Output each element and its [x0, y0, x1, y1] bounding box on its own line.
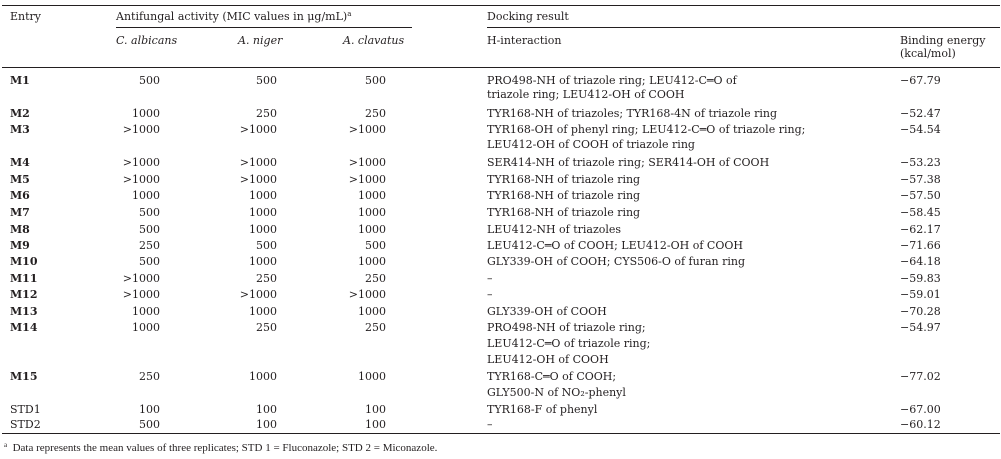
row-m14-a-niger: 250	[256, 321, 277, 334]
row-m2-c-albicans: 1000	[132, 107, 160, 120]
table-footnote	[4, 442, 437, 454]
row-std1-h-interaction-line1: TYR168-F of phenyl	[487, 403, 598, 416]
row-m7-binding-energy: −58.45	[900, 206, 941, 219]
row-m11-binding-energy: −59.83	[900, 272, 941, 285]
row-std2-c-albicans: 500	[139, 418, 160, 431]
row-m12-a-clavatus: >1000	[348, 288, 386, 301]
row-std1-a-niger: 100	[256, 403, 277, 416]
row-m13-h-interaction-line1: GLY339-OH of COOH	[487, 305, 607, 318]
row-m4-a-clavatus: >1000	[348, 156, 386, 169]
row-m2-binding-energy: −52.47	[900, 107, 941, 120]
row-m12-a-niger: >1000	[239, 288, 277, 301]
row-entry-m7: M7	[10, 206, 30, 219]
row-m10-h-interaction-line1: GLY339-OH of COOH; CYS506-O of furan ring	[487, 255, 745, 268]
row-m15-a-clavatus: 1000	[358, 370, 386, 383]
row-entry-m6: M6	[10, 189, 30, 202]
row-entry-m2: M2	[10, 107, 30, 120]
row-m15-binding-energy: −77.02	[900, 370, 941, 383]
header-a-niger: A. niger	[238, 34, 283, 47]
row-m8-binding-energy: −62.17	[900, 223, 941, 236]
row-m7-h-interaction-line1: TYR168-NH of triazole ring	[487, 206, 641, 219]
header-entry: Entry	[10, 10, 42, 23]
row-m8-c-albicans: 500	[139, 223, 160, 236]
row-m6-h-interaction-line1: TYR168-NH of triazole ring	[487, 189, 641, 202]
footnote-mark: a	[4, 441, 8, 449]
row-m5-c-albicans: >1000	[122, 173, 160, 186]
row-m3-a-clavatus: >1000	[348, 123, 386, 136]
table-top-rule	[2, 5, 1000, 6]
row-m14-h-interaction-line1: PRO498-NH of triazole ring;	[487, 321, 646, 334]
row-m2-h-interaction-line1: TYR168-NH of triazoles; TYR168-4N of triazole ring	[487, 107, 778, 120]
row-m1-h-interaction-line2: triazole ring; LEU412-OH of COOH	[487, 88, 685, 101]
row-m1-h-interaction-line1: PRO498-NH of triazole ring; LEU412-C═O of	[487, 74, 737, 87]
row-m9-a-clavatus: 500	[365, 239, 386, 252]
row-m12-binding-energy: −59.01	[900, 288, 941, 301]
row-entry-m14: M14	[10, 321, 38, 334]
row-m8-a-clavatus: 1000	[358, 223, 386, 236]
row-entry-m9: M9	[10, 239, 30, 252]
row-m3-binding-energy: −54.54	[900, 123, 941, 136]
row-m6-c-albicans: 1000	[132, 189, 160, 202]
row-m2-a-niger: 250	[256, 107, 277, 120]
row-m12-c-albicans: >1000	[122, 288, 160, 301]
row-entry-m3: M3	[10, 123, 30, 136]
row-entry-std2: STD2	[10, 418, 41, 431]
row-entry-m8: M8	[10, 223, 30, 236]
row-std2-binding-energy: −60.12	[900, 418, 941, 431]
row-m14-a-clavatus: 250	[365, 321, 386, 334]
row-m10-a-clavatus: 1000	[358, 255, 386, 268]
row-m8-h-interaction-line1: LEU412-NH of triazoles	[487, 223, 622, 236]
row-m1-a-clavatus: 500	[365, 74, 386, 87]
table-bottom-rule	[2, 433, 1000, 434]
row-m3-h-interaction-line2: LEU412-OH of COOH of triazole ring	[487, 138, 695, 151]
row-m13-c-albicans: 1000	[132, 305, 160, 318]
row-m5-a-clavatus: >1000	[348, 173, 386, 186]
row-m1-a-niger: 500	[256, 74, 277, 87]
header-binding-energy: Binding energy	[900, 34, 986, 47]
row-m3-h-interaction-line1: TYR168-OH of phenyl ring; LEU412-C═O of triazole ring;	[487, 123, 806, 136]
row-std2-h-interaction-line1: –	[487, 418, 493, 431]
footnote-text: Data represents the mean values of three replicates; STD 1 = Fluconazole; STD 2 = Miconazole.	[12, 442, 438, 454]
row-m4-h-interaction-line1: SER414-NH of triazole ring; SER414-OH of COOH	[487, 156, 770, 169]
row-std1-c-albicans: 100	[139, 403, 160, 416]
header-antifungal-activity	[116, 11, 351, 23]
row-m11-h-interaction-line1: –	[487, 272, 493, 285]
row-entry-m12: M12	[10, 288, 38, 301]
row-m3-c-albicans: >1000	[122, 123, 160, 136]
row-std1-a-clavatus: 100	[365, 403, 386, 416]
antifungal-group-rule	[116, 27, 412, 28]
row-m15-h-interaction-line2: GLY500-N of NO₂-phenyl	[487, 386, 626, 399]
row-m11-a-niger: 250	[256, 272, 277, 285]
row-entry-m15: M15	[10, 370, 38, 383]
row-m14-h-interaction-line3: LEU412-OH of COOH	[487, 353, 609, 366]
row-m14-binding-energy: −54.97	[900, 321, 941, 334]
row-m5-a-niger: >1000	[239, 173, 277, 186]
row-m9-binding-energy: −71.66	[900, 239, 941, 252]
row-m13-a-clavatus: 1000	[358, 305, 386, 318]
row-m6-a-clavatus: 1000	[358, 189, 386, 202]
header-c-albicans: C. albicans	[116, 34, 178, 47]
row-entry-m13: M13	[10, 305, 38, 318]
row-m15-c-albicans: 250	[139, 370, 160, 383]
row-entry-m11: M11	[10, 272, 38, 285]
row-entry-std1: STD1	[10, 403, 41, 416]
row-m6-a-niger: 1000	[249, 189, 277, 202]
row-m7-a-clavatus: 1000	[358, 206, 386, 219]
row-m15-a-niger: 1000	[249, 370, 277, 383]
row-m5-binding-energy: −57.38	[900, 173, 941, 186]
row-m12-h-interaction-line1: –	[487, 288, 493, 301]
row-entry-m5: M5	[10, 173, 30, 186]
row-m1-binding-energy: −67.79	[900, 74, 941, 87]
row-m5-h-interaction-line1: TYR168-NH of triazole ring	[487, 173, 641, 186]
header-h-interaction: H-interaction	[487, 34, 562, 47]
header-a-clavatus: A. clavatus	[343, 34, 405, 47]
row-m13-a-niger: 1000	[249, 305, 277, 318]
header-docking-result: Docking result	[487, 10, 569, 23]
row-m3-a-niger: >1000	[239, 123, 277, 136]
row-m2-a-clavatus: 250	[365, 107, 386, 120]
row-m4-c-albicans: >1000	[122, 156, 160, 169]
row-m15-h-interaction-line1: TYR168-C═O of COOH;	[487, 370, 617, 383]
header-binding-energy-unit: (kcal/mol)	[900, 47, 956, 60]
row-m14-c-albicans: 1000	[132, 321, 160, 334]
footnote-marker-a: a	[347, 10, 352, 18]
row-m10-a-niger: 1000	[249, 255, 277, 268]
row-m9-h-interaction-line1: LEU412-C═O of COOH; LEU412-OH of COOH	[487, 239, 743, 252]
row-m14-h-interaction-line2: LEU412-C═O of triazole ring;	[487, 337, 651, 350]
header-bottom-rule	[2, 67, 1000, 68]
row-m13-binding-energy: −70.28	[900, 305, 941, 318]
row-std1-binding-energy: −67.00	[900, 403, 941, 416]
row-m4-a-niger: >1000	[239, 156, 277, 169]
row-m11-c-albicans: >1000	[122, 272, 160, 285]
row-m8-a-niger: 1000	[249, 223, 277, 236]
header-antifungal-label: Antifungal activity (MIC values in μg/mL)	[116, 10, 348, 23]
row-entry-m4: M4	[10, 156, 30, 169]
row-m10-binding-energy: −64.18	[900, 255, 941, 268]
row-m10-c-albicans: 500	[139, 255, 160, 268]
row-m6-binding-energy: −57.50	[900, 189, 941, 202]
docking-group-rule	[487, 27, 1000, 28]
row-std2-a-niger: 100	[256, 418, 277, 431]
row-m9-c-albicans: 250	[139, 239, 160, 252]
row-m9-a-niger: 500	[256, 239, 277, 252]
row-m4-binding-energy: −53.23	[900, 156, 941, 169]
row-std2-a-clavatus: 100	[365, 418, 386, 431]
row-m7-a-niger: 1000	[249, 206, 277, 219]
row-entry-m1: M1	[10, 74, 30, 87]
row-m1-c-albicans: 500	[139, 74, 160, 87]
row-entry-m10: M10	[10, 255, 38, 268]
row-m7-c-albicans: 500	[139, 206, 160, 219]
row-m11-a-clavatus: 250	[365, 272, 386, 285]
